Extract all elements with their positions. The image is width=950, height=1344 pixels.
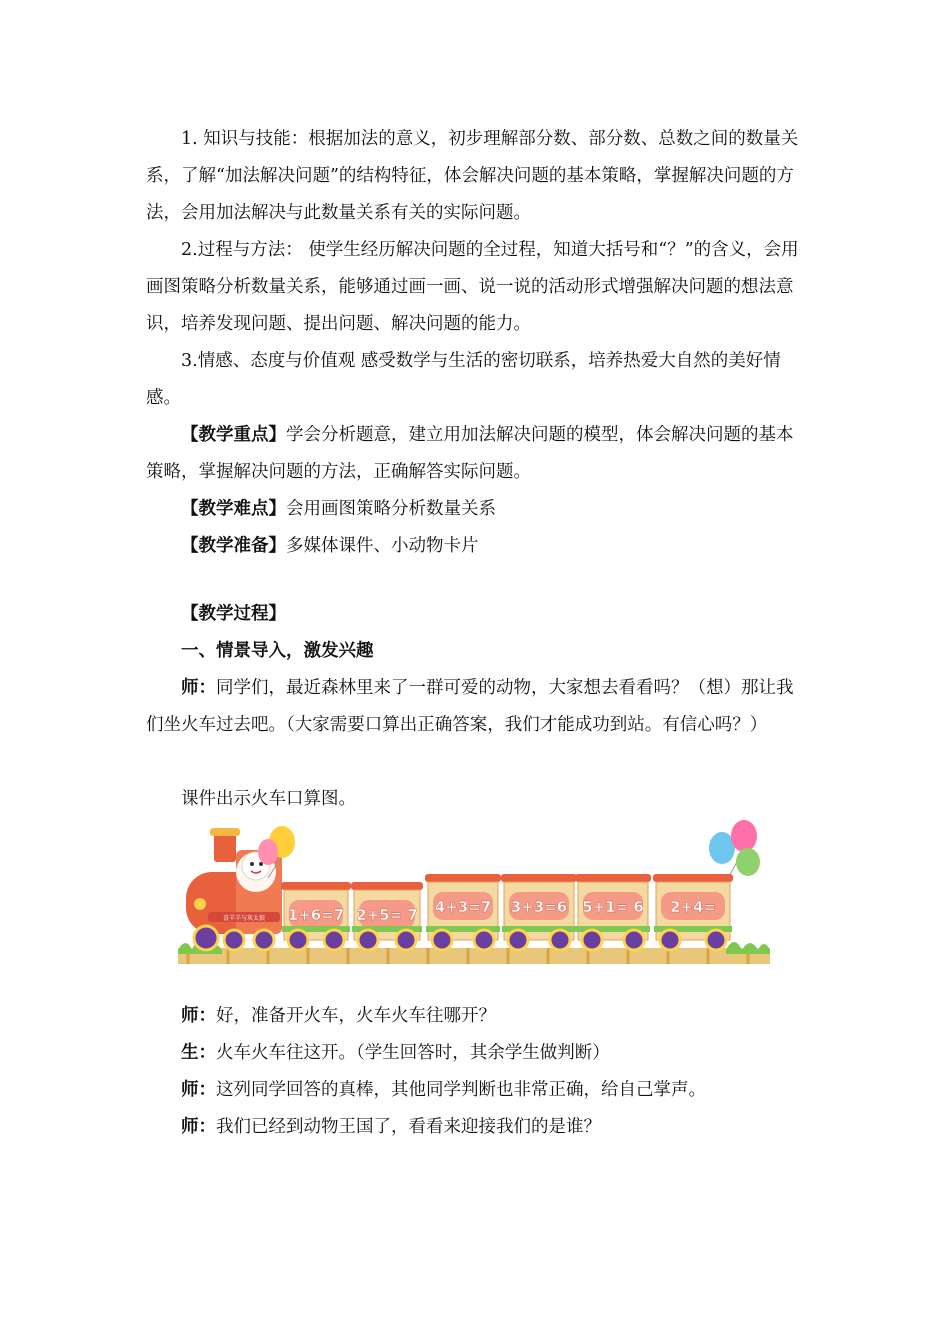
train-car	[501, 874, 577, 950]
train-car	[425, 874, 501, 950]
car-wheel	[582, 930, 602, 950]
key-point	[146, 417, 808, 491]
objective-knowledge: 1. 知识与技能：根据加法的意义，初步理解部分数、部分数、总数之间的数量关系，了解“加法解决问题”的结构特征，体会解决问题的基本策略，掌握解决问题的方法，会用加法解决与此数量关系有关的实际问题。	[146, 129, 799, 223]
speaker-label: 师：	[181, 1080, 216, 1100]
car-wheel	[432, 930, 452, 950]
car-equation: 3+3=6	[510, 898, 568, 916]
key-point-label: 【教学重点】	[181, 425, 286, 445]
dialogue-text: 火车火车往这开。（学生回答时，其余学生做判断）	[216, 1043, 610, 1063]
train-arithmetic-illustration	[178, 820, 770, 970]
difficulty-text: 会用画图策略分析数量关系	[286, 499, 496, 519]
car-wheel	[474, 930, 494, 950]
car-equation: 2+5= 7	[356, 906, 418, 924]
preparation	[181, 528, 843, 565]
dialogue-line-3	[181, 1072, 843, 1109]
speaker-label: 师：	[181, 1117, 216, 1137]
speaker-label: 师：	[181, 678, 216, 698]
car-wheel	[508, 930, 528, 950]
train-car	[351, 882, 423, 950]
engine-wheels	[194, 926, 274, 950]
speaker-label: 生：	[181, 1043, 216, 1063]
car-wheel	[550, 930, 570, 950]
car-wheel	[396, 930, 416, 950]
car-equation: 2+4=	[669, 898, 717, 916]
courseware-note: 课件出示火车口算图。	[181, 789, 356, 809]
car-wheel	[288, 930, 308, 950]
car-equation: 5+1= 6	[582, 898, 644, 916]
train-car	[653, 874, 733, 950]
difficulty-label: 【教学难点】	[181, 499, 286, 519]
car-equation: 4+3=7	[434, 898, 492, 916]
dialogue-line-4	[181, 1109, 843, 1146]
dialogue-line-1	[181, 998, 843, 1035]
preparation-label: 【教学准备】	[181, 536, 286, 556]
dialogue-text: 好，准备开火车，火车火车往哪开？	[216, 1006, 496, 1026]
train-cars	[281, 874, 733, 950]
car-wheel	[624, 930, 644, 950]
car-wheel	[706, 930, 726, 950]
grass-right	[726, 942, 770, 954]
car-equation: 1+6=7	[287, 906, 345, 924]
dialogue-line-2	[181, 1035, 843, 1072]
balloons-right	[709, 820, 760, 882]
car-wheel	[324, 930, 344, 950]
speaker-label: 师：	[181, 1006, 216, 1026]
teacher-intro	[146, 670, 808, 744]
engine-banner: 喜羊羊与灰太狼	[222, 915, 266, 922]
objective-emotion: 3.情感、态度与价值观 感受数学与生活的密切联系，培养热爱大自然的美好情感。	[146, 351, 781, 408]
objective-process: 2.过程与方法： 使学生经历解决问题的全过程，知道大括号和“？”的含义，会用画图策略分析数量关系，能够通过画一画、说一说的活动形式增强解决问题的想法意识，培养发现问题、提出问题、解决问题的能力。	[146, 240, 799, 334]
difficulty	[181, 491, 843, 528]
car-wheel	[358, 930, 378, 950]
train-car	[281, 882, 351, 950]
dialogue-text: 我们已经到动物王国了，看看来迎接我们的是谁？	[216, 1117, 601, 1137]
car-wheel	[660, 930, 680, 950]
section1-heading: 一、情景导入，激发兴趣	[181, 641, 374, 661]
process-heading: 【教学过程】	[181, 604, 286, 624]
preparation-text: 多媒体课件、小动物卡片	[286, 536, 479, 556]
key-point-text: 学会分析题意，建立用加法解决问题的模型，体会解决问题的基本策略，掌握解决问题的方法，正确解答实际问题。	[146, 425, 794, 482]
dialogue-text: 这列同学回答的真棒，其他同学判断也非常正确，给自己掌声。	[216, 1080, 706, 1100]
teacher-intro-text: 同学们，最近森林里来了一群可爱的动物，大家想去看看吗？（想）那让我们坐火车过去吧。（大家需要口算出正确答案，我们才能成功到站。有信心吗？）	[146, 678, 794, 735]
train-car	[575, 874, 651, 950]
